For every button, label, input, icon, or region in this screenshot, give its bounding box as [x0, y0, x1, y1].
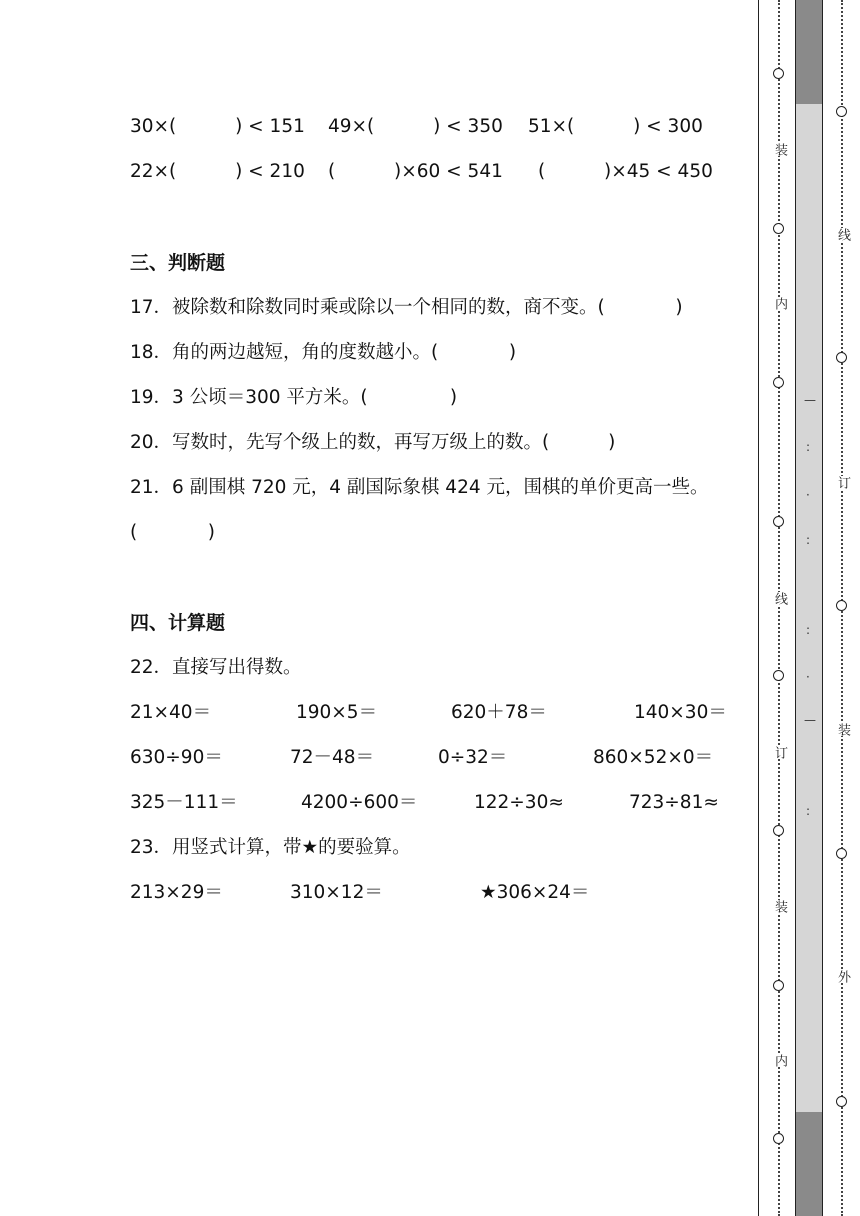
question-17: 17．被除数和除数同时乘或除以一个相同的数，商不变。( ) — [130, 297, 683, 318]
strip-tick: : — [806, 623, 811, 637]
strip-tick: — — [804, 713, 816, 727]
question-21: 21．6 副围棋 720 元，4 副国际象棋 424 元，围棋的单价更高一些。 — [130, 477, 709, 498]
fill-in-item: ( )×45 < 450 — [538, 161, 713, 182]
binding-hole-icon — [773, 68, 784, 79]
margin-border-left — [758, 0, 759, 1216]
binding-hole-icon — [773, 980, 784, 991]
binding-hole-icon — [773, 1133, 784, 1144]
oral-calc-item: 140×30＝ — [634, 702, 727, 723]
strip-tick: : — [806, 533, 811, 547]
binding-hole-icon — [773, 377, 784, 388]
fill-in-item: 51×( ) < 300 — [528, 116, 703, 137]
question-23: 23．用竖式计算，带★的要验算。 — [130, 837, 411, 858]
margin-border-right — [822, 0, 823, 1216]
question-18: 18．角的两边越短，角的度数越小。( ) — [130, 342, 517, 363]
question-19: 19．3 公顷＝300 平方米。( ) — [130, 387, 458, 408]
binding-hole-icon — [836, 106, 847, 117]
oral-calc-item: 0÷32＝ — [438, 747, 508, 768]
vertical-calc-item: 310×12＝ — [290, 882, 383, 903]
margin-label: 订 — [835, 476, 850, 489]
vertical-calc-item: ★306×24＝ — [480, 882, 590, 903]
margin-label: 内 — [772, 1054, 787, 1067]
fill-in-item: ( )×60 < 541 — [328, 161, 503, 182]
binding-hole-icon — [773, 825, 784, 836]
fill-in-item: 49×( ) < 350 — [328, 116, 503, 137]
oral-calc-item: 122÷30≈ — [474, 792, 564, 813]
margin-label: 装 — [772, 143, 787, 156]
margin-strip-dark-bottom — [796, 1112, 822, 1216]
strip-tick: · — [806, 488, 810, 502]
margin-label: 线 — [835, 228, 850, 241]
question-22: 22．直接写出得数。 — [130, 657, 302, 678]
margin-strip-gray — [796, 104, 822, 1112]
section-title-calculation: 四、计算题 — [130, 612, 226, 634]
binding-hole-icon — [836, 1096, 847, 1107]
margin-label: 订 — [772, 746, 787, 759]
vertical-calc-item: 213×29＝ — [130, 882, 223, 903]
binding-hole-icon — [836, 848, 847, 859]
margin-label: 装 — [835, 723, 850, 736]
fill-in-item: 22×( ) < 210 — [130, 161, 305, 182]
binding-hole-icon — [836, 352, 847, 363]
strip-tick: : — [806, 440, 811, 454]
strip-tick: — — [804, 393, 816, 407]
margin-label: 外 — [835, 970, 850, 983]
oral-calc-item: 4200÷600＝ — [301, 792, 418, 813]
margin-label: 线 — [772, 592, 787, 605]
question-20: 20．写数时，先写个级上的数，再写万级上的数。( ) — [130, 432, 616, 453]
margin-label: 内 — [772, 297, 787, 310]
oral-calc-item: 72－48＝ — [290, 747, 375, 768]
cut-line-inner — [778, 0, 780, 1216]
oral-calc-item: 190×5＝ — [296, 702, 378, 723]
oral-calc-item: 630÷90＝ — [130, 747, 223, 768]
section-title-judgment: 三、判断题 — [130, 252, 226, 274]
oral-calc-item: 620＋78＝ — [451, 702, 547, 723]
binding-hole-icon — [836, 600, 847, 611]
fill-in-item: 30×( ) < 151 — [130, 116, 305, 137]
strip-tick: : — [806, 804, 811, 818]
margin-label: 装 — [772, 900, 787, 913]
binding-hole-icon — [773, 670, 784, 681]
binding-hole-icon — [773, 223, 784, 234]
margin-strip-dark-top — [796, 0, 822, 104]
question-21-answer: ( ) — [130, 522, 216, 543]
strip-tick: · — [806, 670, 810, 684]
oral-calc-item: 860×52×0＝ — [593, 747, 714, 768]
oral-calc-item: 21×40＝ — [130, 702, 212, 723]
binding-hole-icon — [773, 516, 784, 527]
oral-calc-item: 723÷81≈ — [629, 792, 719, 813]
oral-calc-item: 325－111＝ — [130, 792, 238, 813]
